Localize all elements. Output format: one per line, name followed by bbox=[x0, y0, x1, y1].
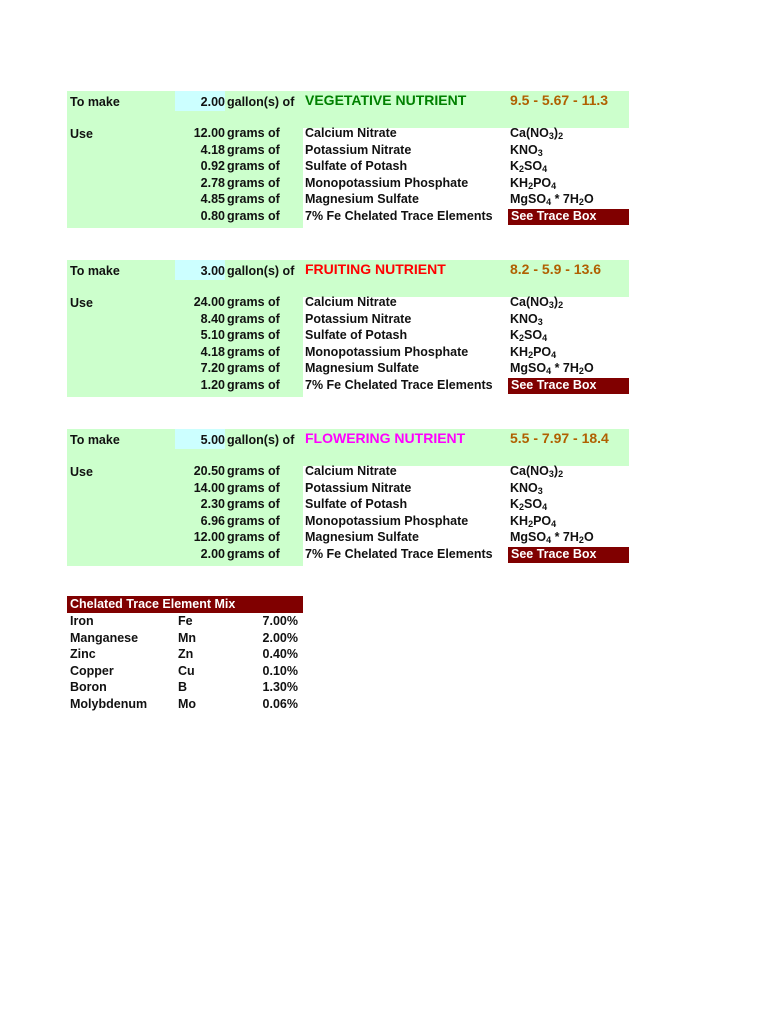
amount-value: 5.10 bbox=[200, 328, 225, 343]
nutrient-block bbox=[67, 260, 629, 397]
chemical-name: Potassium Nitrate bbox=[305, 142, 412, 157]
gallon-label: gallon(s) of bbox=[227, 95, 295, 109]
chemical-name: Magnesium Sulfate bbox=[305, 192, 419, 207]
unit-label: grams of bbox=[227, 126, 280, 140]
ingredient-row bbox=[67, 514, 629, 531]
amount-value: 1.20 bbox=[200, 377, 225, 392]
element-name: Copper bbox=[70, 663, 114, 678]
amount-value: 6.96 bbox=[200, 513, 225, 528]
ingredient-row bbox=[67, 481, 629, 498]
unit-label: grams of bbox=[227, 377, 280, 392]
amount-value: 14.00 bbox=[193, 480, 225, 495]
chemical-name: Sulfate of Potash bbox=[305, 159, 408, 174]
trace-row bbox=[67, 613, 303, 630]
chemical-formula: $KH_2PO_4$ bbox=[510, 344, 557, 360]
nutrient-title: VEGETATIVE NUTRIENT bbox=[305, 92, 467, 108]
chemical-name: Calcium Nitrate bbox=[305, 126, 397, 140]
ingredient-row bbox=[67, 361, 629, 378]
gallon-label: gallon(s) of bbox=[227, 433, 295, 447]
unit-label: grams of bbox=[227, 295, 280, 309]
chemical-formula: $KH_2PO_4$ bbox=[510, 175, 557, 191]
use-label: Use bbox=[70, 127, 93, 141]
unit-label: grams of bbox=[227, 546, 280, 561]
unit-label: grams of bbox=[227, 159, 280, 174]
gallon-label: gallon(s) of bbox=[227, 264, 295, 278]
npk-ratio: 5.5 - 7.97 - 18.4 bbox=[510, 430, 609, 446]
unit-label: grams of bbox=[227, 480, 280, 495]
ingredient-row bbox=[67, 192, 629, 209]
ingredient-row bbox=[67, 497, 629, 514]
chemical-formula: $K_2SO_4$ bbox=[510, 159, 548, 175]
trace-row bbox=[67, 679, 303, 696]
chemical-name: 7% Fe Chelated Trace Elements bbox=[305, 208, 493, 223]
chemical-formula: $KNO_3$ bbox=[510, 142, 543, 158]
chemical-name: Sulfate of Potash bbox=[305, 328, 408, 343]
gallon-value[interactable]: 5.00 bbox=[200, 433, 225, 447]
chemical-name: Potassium Nitrate bbox=[305, 480, 412, 495]
chemical-name: Monopotassium Phosphate bbox=[305, 344, 469, 359]
element-name: Molybdenum bbox=[70, 696, 148, 711]
element-percent: 1.30% bbox=[262, 680, 298, 695]
trace-element-table bbox=[67, 596, 303, 713]
chemical-formula: $K_2SO_4$ bbox=[510, 497, 548, 513]
unit-label: grams of bbox=[227, 361, 280, 376]
use-label: Use bbox=[70, 465, 93, 479]
ingredient-row bbox=[67, 295, 629, 312]
to-make-label: To make bbox=[70, 95, 120, 109]
chemical-formula: $KNO_3$ bbox=[510, 480, 543, 496]
element-symbol: Mn bbox=[178, 630, 197, 645]
to-make-label: To make bbox=[70, 433, 120, 447]
gallon-value[interactable]: 2.00 bbox=[200, 95, 225, 109]
ingredient-rows bbox=[67, 295, 629, 395]
amount-value: 4.85 bbox=[200, 192, 225, 207]
ingredient-row bbox=[67, 209, 629, 226]
element-name: Iron bbox=[70, 614, 94, 628]
chemical-name: Magnesium Sulfate bbox=[305, 530, 419, 545]
amount-value: 12.00 bbox=[193, 530, 225, 545]
ingredient-row bbox=[67, 143, 629, 160]
unit-label: grams of bbox=[227, 513, 280, 528]
nutrient-block bbox=[67, 429, 629, 566]
ingredient-rows bbox=[67, 126, 629, 226]
amount-value: 20.50 bbox=[193, 464, 225, 478]
element-name: Zinc bbox=[70, 647, 96, 662]
ingredient-row bbox=[67, 159, 629, 176]
element-percent: 0.40% bbox=[262, 647, 298, 662]
chemical-name: Magnesium Sulfate bbox=[305, 361, 419, 376]
amount-value: 0.80 bbox=[200, 208, 225, 223]
nutrient-title: FRUITING NUTRIENT bbox=[305, 261, 446, 277]
chemical-name: 7% Fe Chelated Trace Elements bbox=[305, 546, 493, 561]
chemical-formula: $K_2SO_4$ bbox=[510, 328, 548, 344]
npk-ratio: 8.2 - 5.9 - 13.6 bbox=[510, 261, 602, 277]
ingredient-row bbox=[67, 328, 629, 345]
amount-value: 0.92 bbox=[200, 159, 225, 174]
element-symbol: Fe bbox=[178, 614, 193, 628]
element-symbol: B bbox=[178, 680, 188, 695]
ingredient-row bbox=[67, 547, 629, 564]
unit-label: grams of bbox=[227, 328, 280, 343]
chemical-name: 7% Fe Chelated Trace Elements bbox=[305, 377, 493, 392]
element-symbol: Mo bbox=[178, 696, 197, 711]
unit-label: grams of bbox=[227, 208, 280, 223]
chemical-formula: MgSO$_4$ * $7H_2O$ bbox=[510, 530, 594, 546]
see-trace-box-label: See Trace Box bbox=[508, 209, 629, 225]
chemical-formula: $KNO_3$ bbox=[510, 311, 543, 327]
chemical-formula: $Ca(NO_3)_2$ bbox=[510, 295, 564, 310]
chemical-formula: MgSO$_4$ * $7H_2O$ bbox=[510, 361, 594, 377]
element-name: Boron bbox=[70, 680, 107, 695]
ingredient-row bbox=[67, 312, 629, 329]
ingredient-row bbox=[67, 464, 629, 481]
amount-value: 7.20 bbox=[200, 361, 225, 376]
element-symbol: Zn bbox=[178, 647, 194, 662]
chemical-formula: MgSO$_4$ * $7H_2O$ bbox=[510, 192, 594, 208]
chemical-name: Monopotassium Phosphate bbox=[305, 513, 469, 528]
unit-label: grams of bbox=[227, 464, 280, 478]
use-label: Use bbox=[70, 296, 93, 310]
chemical-name: Calcium Nitrate bbox=[305, 464, 397, 478]
to-make-label: To make bbox=[70, 264, 120, 278]
unit-label: grams of bbox=[227, 344, 280, 359]
amount-value: 4.18 bbox=[200, 344, 225, 359]
nutrient-title: FLOWERING NUTRIENT bbox=[305, 430, 466, 446]
element-percent: 0.10% bbox=[262, 663, 298, 678]
unit-label: grams of bbox=[227, 175, 280, 190]
ingredient-row bbox=[67, 126, 629, 143]
element-percent: 7.00% bbox=[262, 614, 298, 628]
amount-value: 12.00 bbox=[193, 126, 225, 140]
trace-row bbox=[67, 646, 303, 663]
element-percent: 2.00% bbox=[262, 630, 298, 645]
trace-row bbox=[67, 663, 303, 680]
chemical-name: Calcium Nitrate bbox=[305, 295, 397, 309]
element-symbol: Cu bbox=[178, 663, 195, 678]
chemical-name: Potassium Nitrate bbox=[305, 311, 412, 326]
trace-row bbox=[67, 630, 303, 647]
amount-value: 8.40 bbox=[200, 311, 225, 326]
element-name: Manganese bbox=[70, 630, 139, 645]
chemical-formula: $Ca(NO_3)_2$ bbox=[510, 464, 564, 479]
see-trace-box-label: See Trace Box bbox=[508, 378, 629, 394]
trace-table-header: Chelated Trace Element Mix bbox=[67, 596, 303, 613]
amount-value: 2.30 bbox=[200, 497, 225, 512]
amount-value: 4.18 bbox=[200, 142, 225, 157]
nutrient-block bbox=[67, 91, 629, 228]
unit-label: grams of bbox=[227, 192, 280, 207]
trace-table-rows bbox=[67, 613, 303, 713]
amount-value: 2.00 bbox=[200, 546, 225, 561]
ingredient-rows bbox=[67, 464, 629, 564]
element-percent: 0.06% bbox=[262, 696, 298, 711]
chemical-name: Sulfate of Potash bbox=[305, 497, 408, 512]
unit-label: grams of bbox=[227, 497, 280, 512]
chemical-formula: $Ca(NO_3)_2$ bbox=[510, 126, 564, 141]
ingredient-row bbox=[67, 176, 629, 193]
chemical-name: Monopotassium Phosphate bbox=[305, 175, 469, 190]
ingredient-row bbox=[67, 530, 629, 547]
chemical-formula: $KH_2PO_4$ bbox=[510, 513, 557, 529]
npk-ratio: 9.5 - 5.67 - 11.3 bbox=[510, 92, 609, 108]
amount-value: 24.00 bbox=[193, 295, 225, 309]
amount-value: 2.78 bbox=[200, 175, 225, 190]
unit-label: grams of bbox=[227, 311, 280, 326]
see-trace-box-label: See Trace Box bbox=[508, 547, 629, 563]
ingredient-row bbox=[67, 345, 629, 362]
gallon-value[interactable]: 3.00 bbox=[200, 264, 225, 278]
ingredient-row bbox=[67, 378, 629, 395]
trace-row bbox=[67, 696, 303, 713]
unit-label: grams of bbox=[227, 142, 280, 157]
unit-label: grams of bbox=[227, 530, 280, 545]
